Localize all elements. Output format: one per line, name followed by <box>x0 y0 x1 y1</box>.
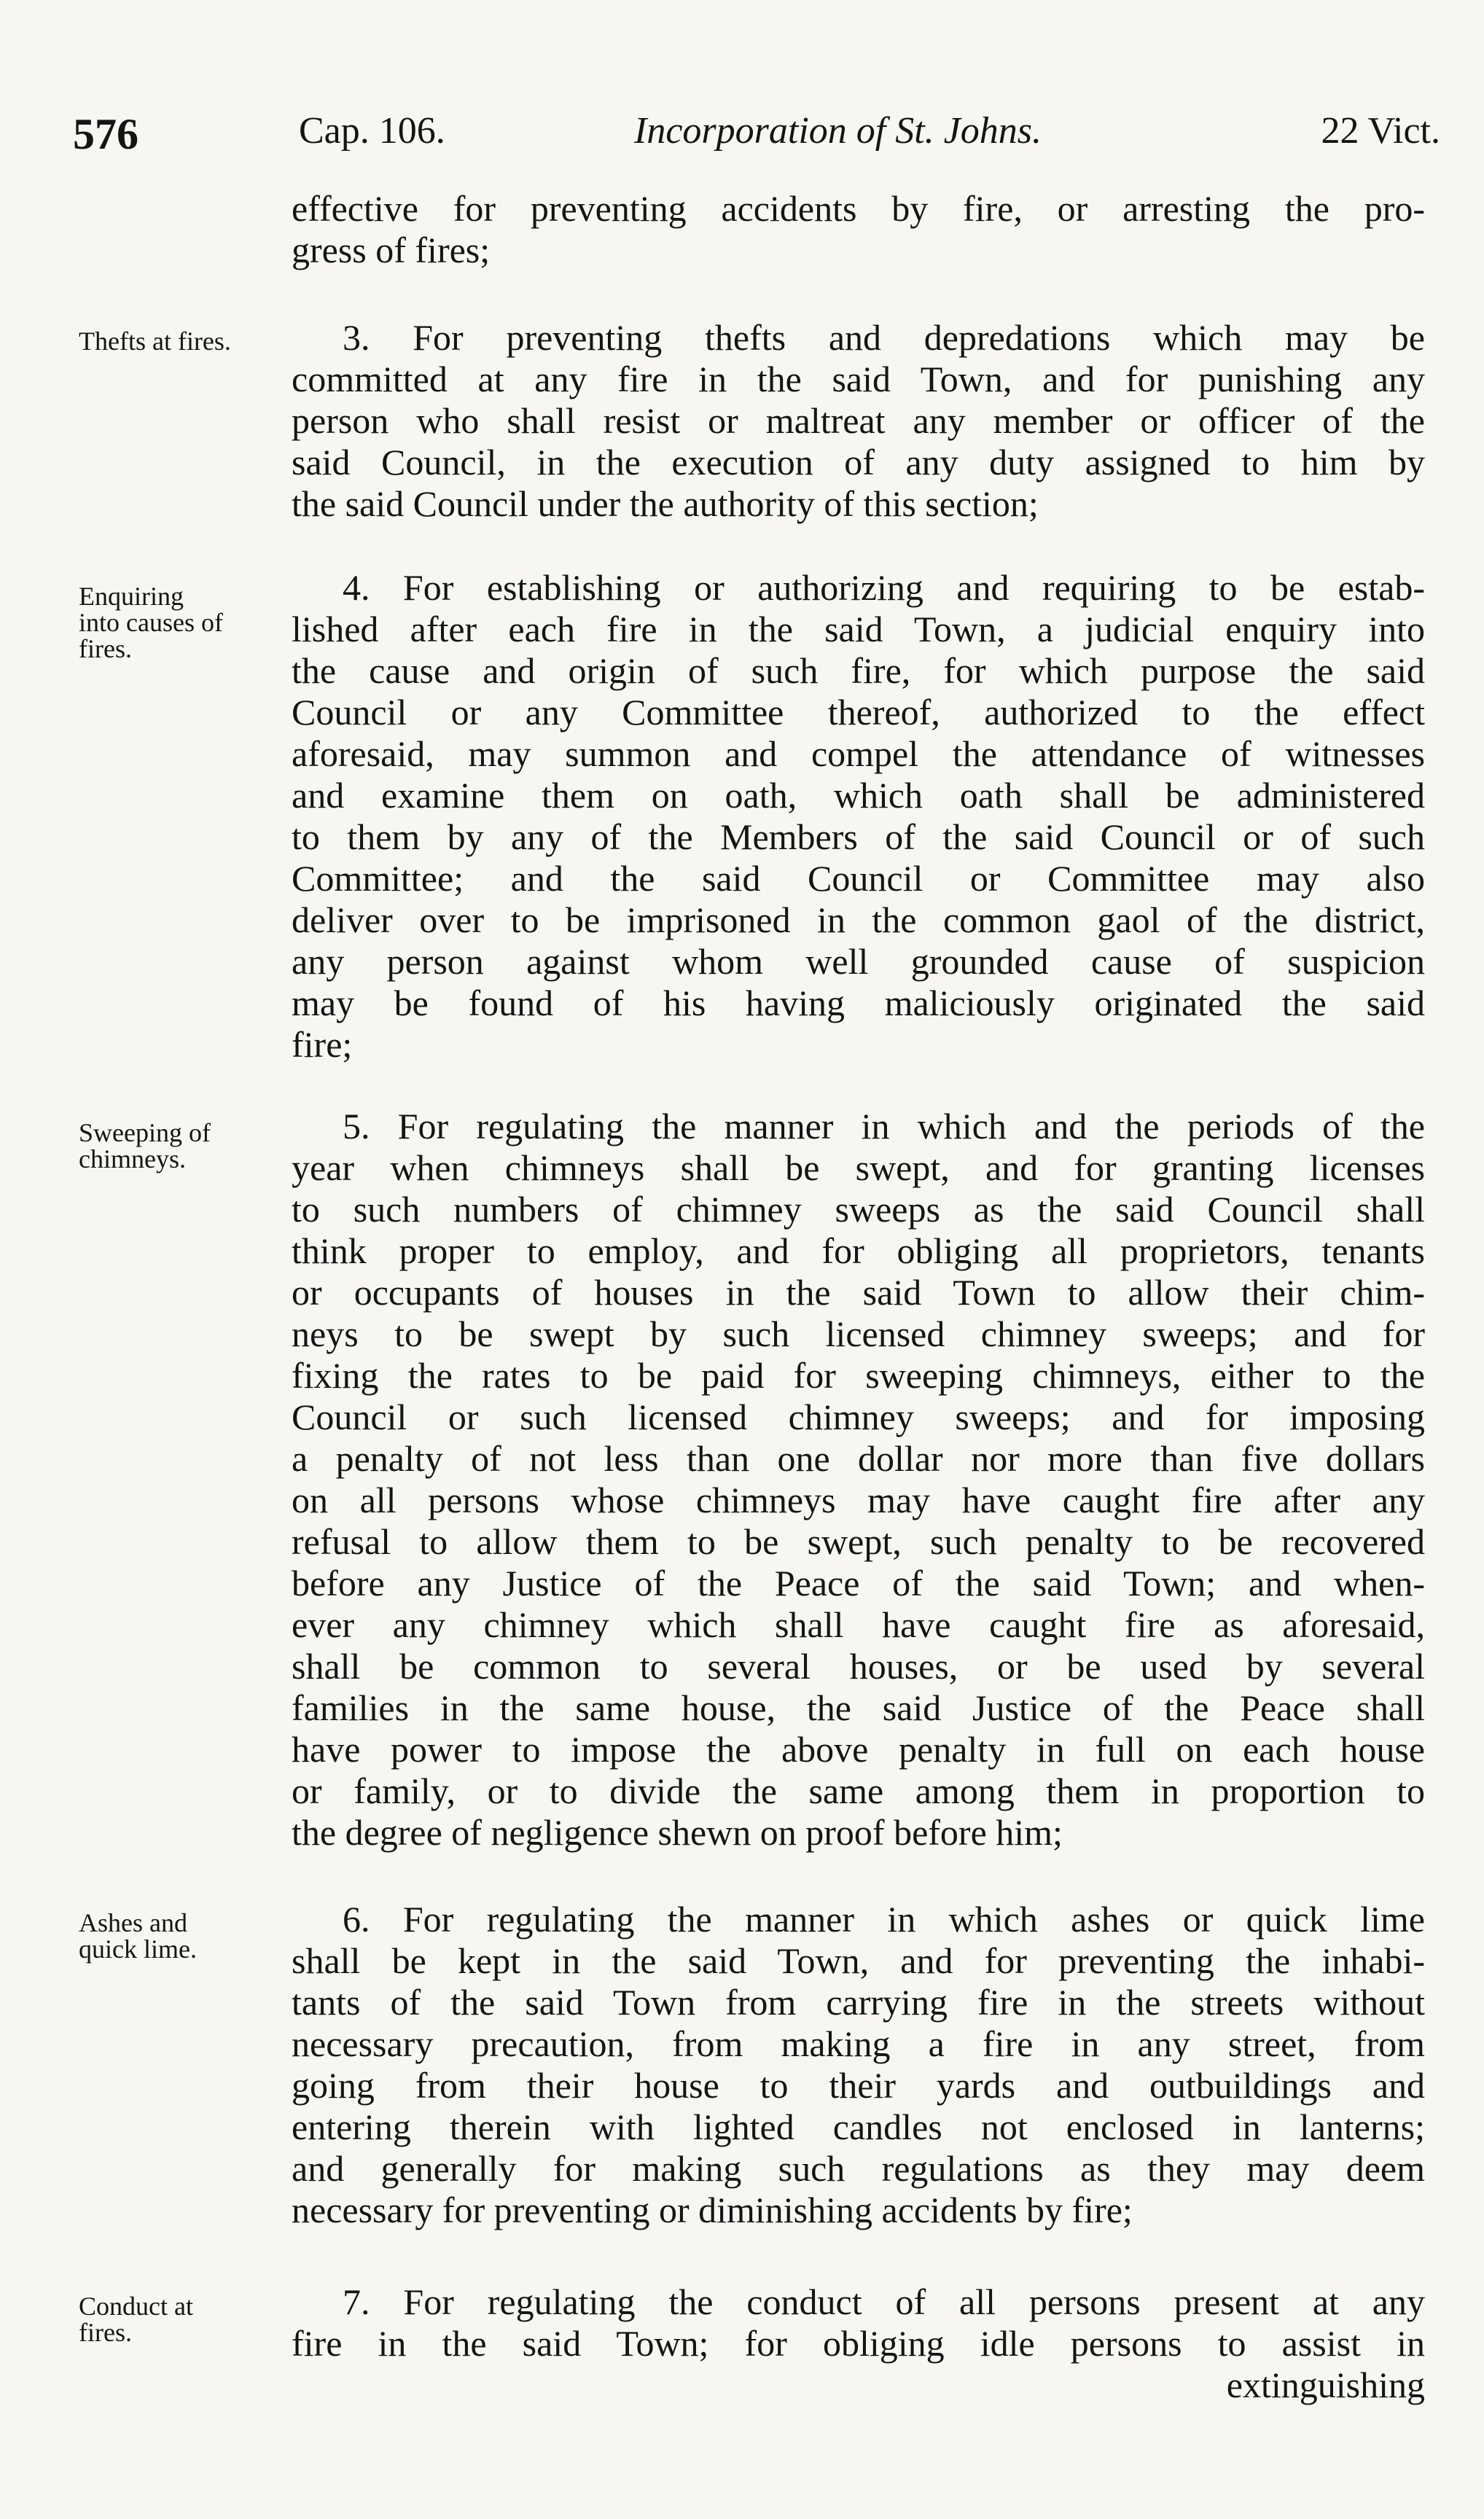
text-line: fixing the rates to be paid for sweeping chimneys, either to the <box>292 1355 1425 1396</box>
text-line: 3. For preventing thefts and depredations which may be <box>343 317 1425 358</box>
text-line: or occupants of houses in the said Town to allow their chim- <box>292 1272 1425 1313</box>
text-line: shall be kept in the said Town, and for preventing the inhabi- <box>292 1940 1425 1981</box>
margin-note-thefts <box>79 328 290 354</box>
text-line: the cause and origin of such fire, for which purpose the said <box>292 650 1425 691</box>
text-line: on all persons whose chimneys may have caught fire after any <box>292 1480 1425 1520</box>
page-number: 576 <box>73 110 138 158</box>
margin-note-enquiring <box>79 583 290 662</box>
margin-note-line: Thefts at fires. <box>79 327 231 356</box>
text-line: and generally for making such regulations as they may deem <box>292 2148 1425 2189</box>
text-line: necessary precaution, from making a fire in any street, from <box>292 2023 1425 2064</box>
text-line: committed at any fire in the said Town, and for punishing any <box>292 359 1425 399</box>
text-line: refusal to allow them to be swept, such penalty to be recovered <box>292 1521 1425 1562</box>
section-5 <box>292 1106 1425 1854</box>
text-line: tants of the said Town from carrying fire in the streets without <box>292 1982 1425 2023</box>
margin-note-line: Sweeping of <box>79 1118 211 1147</box>
text-line: to such numbers of chimney sweeps as the said Council shall <box>292 1189 1425 1230</box>
text-line: before any Justice of the Peace of the said Town; and when- <box>292 1563 1425 1604</box>
margin-note-line: Ashes and <box>79 1908 187 1937</box>
running-header <box>73 109 1440 168</box>
margin-note-line: Conduct at <box>79 2292 193 2321</box>
text-line: to them by any of the Members of the said Council or of such <box>292 816 1425 857</box>
text-line: families in the same house, the said Justice of the Peace shall <box>292 1687 1425 1728</box>
text-line: ever any chimney which shall have caught fire as aforesaid, <box>292 1604 1425 1645</box>
text-line: necessary for preventing or diminishing accidents by fire; <box>292 2190 1133 2230</box>
text-line: may be found of his having maliciously originated the said <box>292 983 1425 1023</box>
text-line: gress of fires; <box>292 230 491 270</box>
margin-note-line: fires. <box>79 2318 132 2347</box>
text-line: person who shall resist or maltreat any member or officer of the <box>292 400 1425 441</box>
margin-note-ashes <box>79 1910 290 1962</box>
text-line: 5. For regulating the manner in which and the periods of the <box>343 1106 1425 1147</box>
text-line: Committee; and the said Council or Committee may also <box>292 858 1425 899</box>
act-title: Incorporation of St. Johns. <box>634 110 1042 152</box>
text-line: 6. For regulating the manner in which ashes or quick lime <box>343 1899 1425 1940</box>
regnal-year: 22 Vict. <box>1321 110 1440 152</box>
text-line: going from their house to their yards and outbuildings and <box>292 2065 1425 2106</box>
section-6 <box>292 1899 1425 2231</box>
section-3 <box>292 317 1425 525</box>
text-line: lished after each fire in the said Town, a judicial enquiry into <box>292 609 1425 649</box>
text-line: the degree of negligence shewn on proof before him; <box>292 1812 1063 1853</box>
margin-note-conduct <box>79 2293 290 2346</box>
text-line: Council or any Committee thereof, authorized to the effect <box>292 692 1425 733</box>
text-line: year when chimneys shall be swept, and for granting licenses <box>292 1147 1425 1188</box>
margin-note-line: chimneys. <box>79 1144 186 1173</box>
text-line: aforesaid, may summon and compel the attendance of witnesses <box>292 733 1425 774</box>
text-line: or family, or to divide the same among them in proportion to <box>292 1770 1425 1811</box>
margin-note-line: fires. <box>79 634 132 663</box>
text-line: effective for preventing accidents by fire, or arresting the pro- <box>292 188 1425 229</box>
text-line: 7. For regulating the conduct of all persons present at any <box>343 2281 1425 2322</box>
text-line: the said Council under the authority of this section; <box>292 483 1039 524</box>
intro-paragraph <box>292 188 1425 271</box>
margin-note-sweeping <box>79 1120 290 1172</box>
text-line: 4. For establishing or authorizing and requiring to be estab- <box>343 567 1425 608</box>
text-line: neys to be swept by such licensed chimney sweeps; and for <box>292 1313 1425 1354</box>
text-line: a penalty of not less than one dollar nor more than five dollars <box>292 1438 1425 1479</box>
text-line: think proper to employ, and for obliging all proprietors, tenants <box>292 1230 1425 1271</box>
text-line: fire in the said Town; for obliging idle persons to assist in <box>292 2323 1425 2364</box>
text-line: shall be common to several houses, or be used by several <box>292 1646 1425 1687</box>
section-4 <box>292 567 1425 1066</box>
text-line: said Council, in the execution of any duty assigned to him by <box>292 442 1425 483</box>
margin-note-line: Enquiring <box>79 582 184 611</box>
text-line: fire; <box>292 1024 353 1065</box>
text-line: and examine them on oath, which oath shall be administered <box>292 775 1425 816</box>
catchword: extinguishing <box>1226 2364 1425 2405</box>
chapter-number: Cap. 106. <box>299 110 445 152</box>
margin-note-line: quick lime. <box>79 1934 197 1964</box>
text-line: any person against whom well grounded cause of suspicion <box>292 941 1425 982</box>
text-line: Council or such licensed chimney sweeps; and for imposing <box>292 1397 1425 1437</box>
margin-note-line: into causes of <box>79 608 223 637</box>
text-line: entering therein with lighted candles not enclosed in lanterns; <box>292 2106 1425 2147</box>
text-line: deliver over to be imprisoned in the common gaol of the district, <box>292 899 1425 940</box>
section-7 <box>292 2281 1425 2406</box>
text-line: have power to impose the above penalty in full on each house <box>292 1729 1425 1770</box>
